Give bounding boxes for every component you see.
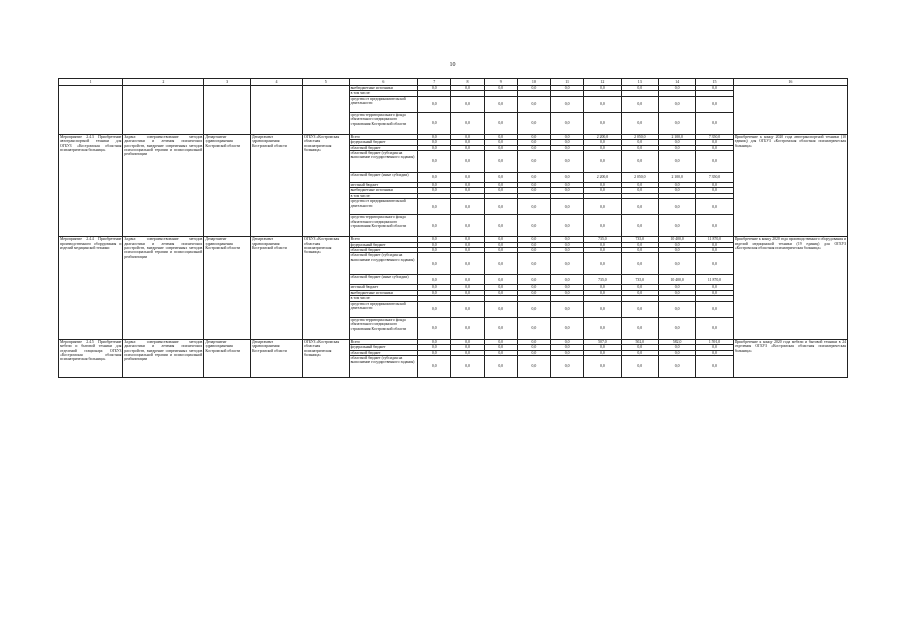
value-cell: 0,0 <box>418 248 451 253</box>
source-cell: внебюджетные источники <box>349 188 418 193</box>
value-cell: 0,0 <box>696 151 733 173</box>
value-cell: 0,0 <box>551 183 584 188</box>
activity-executor: ОГБУЗ «Костромская областная психиатрическая больница» <box>302 237 349 339</box>
value-cell: 0,0 <box>696 188 733 193</box>
value-cell: 0,0 <box>658 350 695 355</box>
value-cell: 0,0 <box>418 253 451 275</box>
source-cell: местный бюджет <box>349 285 418 290</box>
value-cell: 0,0 <box>584 350 621 355</box>
value-cell: 0,0 <box>418 86 451 91</box>
value-cell: 0,0 <box>418 151 451 173</box>
value-cell: 0,0 <box>484 134 517 139</box>
value-cell: 0,0 <box>696 96 733 112</box>
value-cell: 0,0 <box>696 285 733 290</box>
value-cell: 0,0 <box>658 188 695 193</box>
source-cell: средства территориального фонда обязательного медицинского страхования Костромской области <box>349 112 418 134</box>
value-cell: 0,0 <box>451 183 484 188</box>
value-cell: 0,0 <box>517 237 550 242</box>
source-cell: Всего <box>349 237 418 242</box>
value-cell: 0,0 <box>451 199 484 215</box>
value-cell: 7 350,0 <box>696 173 733 183</box>
value-cell: 0,0 <box>418 140 451 145</box>
activity-responsible: Департамент здравоохранения Костромской области <box>251 134 303 236</box>
value-cell: 0,0 <box>584 140 621 145</box>
value-cell: 0,0 <box>451 350 484 355</box>
value-cell: 0,0 <box>584 285 621 290</box>
activity-result: Приобретение к концу 2020 года мебели и бытовой техники в 24 отделения ОГБУЗ «Костромская областная психиатрическая больница» <box>733 339 847 377</box>
budget-table <box>58 78 848 378</box>
value-cell: 0,0 <box>696 145 733 150</box>
activity-result: Приобретение к концу 2020 года производственного оборудования и изделий медицинской техники (19 единиц) для ОГБУЗ «Костромская областная психиатрическая больница» <box>733 237 847 339</box>
value-cell: 0,0 <box>517 242 550 247</box>
value-cell: 0,0 <box>484 96 517 112</box>
value-cell: 0,0 <box>696 345 733 350</box>
value-cell: 0,0 <box>484 112 517 134</box>
column-number: 2 <box>123 79 204 86</box>
value-cell: 0,0 <box>451 140 484 145</box>
value-cell: 0,0 <box>658 345 695 350</box>
value-cell: 0,0 <box>551 345 584 350</box>
value-cell: 7 350,0 <box>696 134 733 139</box>
value-cell: 0,0 <box>551 215 584 237</box>
value-cell: 0,0 <box>584 317 621 339</box>
value-cell: 2 050,0 <box>621 173 658 183</box>
value-cell: 0,0 <box>696 242 733 247</box>
value-cell: 0,0 <box>584 151 621 173</box>
value-cell: 0,0 <box>517 145 550 150</box>
value-cell: 0,0 <box>658 285 695 290</box>
column-number: 8 <box>451 79 484 86</box>
value-cell: 0,0 <box>584 301 621 317</box>
value-cell: 0,0 <box>584 199 621 215</box>
value-cell: 0,0 <box>484 86 517 91</box>
value-cell: 0,0 <box>584 96 621 112</box>
column-number: 1 <box>59 79 123 86</box>
value-cell: 0,0 <box>584 290 621 295</box>
activity-result: Приобретение к концу 2020 года автотранспортной техники (10 единиц) для ОГБУЗ «Костромская областная психиатрическая больница» <box>733 134 847 236</box>
column-number: 10 <box>517 79 550 86</box>
value-cell: 0,0 <box>621 183 658 188</box>
activity-task: Задача: совершенствование методов диагностики и лечения психических расстройств, внедрение современных методов психосоциальной терапии и психосоциальной реабилитации <box>123 339 204 377</box>
value-cell: 2 100,0 <box>658 134 695 139</box>
value-cell: 0,0 <box>551 188 584 193</box>
value-cell: 0,0 <box>484 145 517 150</box>
activity-department: Департамент здравоохранения Костромской области <box>204 339 251 377</box>
value-cell: 0,0 <box>621 345 658 350</box>
source-cell: федеральный бюджет <box>349 345 418 350</box>
value-cell: 0,0 <box>418 275 451 285</box>
empty-cell <box>204 86 251 135</box>
value-cell: 0,0 <box>584 86 621 91</box>
value-cell: 0,0 <box>451 290 484 295</box>
value-cell: 0,0 <box>517 151 550 173</box>
value-cell: 0,0 <box>658 183 695 188</box>
value-cell: 0,0 <box>551 275 584 285</box>
value-cell: 0,0 <box>451 248 484 253</box>
value-cell: 0,0 <box>551 253 584 275</box>
activity-department: Департамент здравоохранения Костромской области <box>204 134 251 236</box>
source-cell: в том числе: <box>349 193 418 198</box>
value-cell: 0,0 <box>484 275 517 285</box>
value-cell: 0,0 <box>696 199 733 215</box>
value-cell: 0,0 <box>658 215 695 237</box>
value-cell: 0,0 <box>551 248 584 253</box>
source-cell: внебюджетные источники <box>349 290 418 295</box>
value-cell: 0,0 <box>517 183 550 188</box>
value-cell: 0,0 <box>517 275 550 285</box>
value-cell: 0,0 <box>484 301 517 317</box>
source-cell: средства территориального фонда обязательного медицинского страхования Костромской области <box>349 215 418 237</box>
column-number: 15 <box>696 79 733 86</box>
value-cell: 0,0 <box>451 301 484 317</box>
empty-cell <box>302 86 349 135</box>
value-cell: 735,0 <box>584 275 621 285</box>
column-number: 11 <box>551 79 584 86</box>
column-number: 9 <box>484 79 517 86</box>
value-cell: 0,0 <box>418 134 451 139</box>
source-cell: областной бюджет (субсидия на выполнение государственного задания) <box>349 355 418 377</box>
value-cell: 0,0 <box>517 339 550 344</box>
value-cell: 0,0 <box>451 339 484 344</box>
value-cell: 0,0 <box>451 96 484 112</box>
value-cell: 0,0 <box>551 350 584 355</box>
value-cell: 0,0 <box>584 345 621 350</box>
source-cell: в том числе: <box>349 296 418 301</box>
column-number: 12 <box>584 79 621 86</box>
value-cell: 0,0 <box>696 350 733 355</box>
value-cell: 0,0 <box>584 253 621 275</box>
value-cell: 0,0 <box>484 339 517 344</box>
value-cell: 0,0 <box>621 242 658 247</box>
value-cell: 0,0 <box>418 112 451 134</box>
value-cell: 0,0 <box>658 96 695 112</box>
activity-executor: ОГБУЗ «Костромская областная психиатрическая больница» <box>302 134 349 236</box>
value-cell: 0,0 <box>517 199 550 215</box>
value-cell: 0,0 <box>484 345 517 350</box>
source-cell: областной бюджет <box>349 350 418 355</box>
source-cell: средства территориального фонда обязательного медицинского страхования Костромской области <box>349 317 418 339</box>
value-cell: 0,0 <box>484 173 517 183</box>
value-cell: 735,0 <box>584 237 621 242</box>
value-cell: 0,0 <box>584 183 621 188</box>
value-cell: 2 200,0 <box>584 173 621 183</box>
value-cell: 0,0 <box>551 112 584 134</box>
value-cell: 0,0 <box>517 290 550 295</box>
activity-name: Мероприятие 2.4.4 Приобретение производственного оборудования и изделий медицинской техники <box>59 237 123 339</box>
source-cell: федеральный бюджет <box>349 242 418 247</box>
value-cell: 0,0 <box>658 151 695 173</box>
value-cell: 0,0 <box>621 290 658 295</box>
value-cell: 0,0 <box>484 248 517 253</box>
column-number: 16 <box>733 79 847 86</box>
value-cell: 0,0 <box>584 145 621 150</box>
value-cell: 0,0 <box>658 199 695 215</box>
value-cell: 0,0 <box>517 248 550 253</box>
value-cell: 0,0 <box>418 345 451 350</box>
empty-cell <box>733 86 847 135</box>
value-cell: 735,0 <box>621 275 658 285</box>
value-cell: 0,0 <box>551 285 584 290</box>
value-cell: 0,0 <box>418 285 451 290</box>
value-cell: 0,0 <box>658 355 695 377</box>
value-cell: 0,0 <box>696 140 733 145</box>
value-cell: 10 400,0 <box>658 275 695 285</box>
value-cell: 0,0 <box>451 86 484 91</box>
value-cell: 0,0 <box>658 112 695 134</box>
value-cell: 2 200,0 <box>584 134 621 139</box>
value-cell: 0,0 <box>658 140 695 145</box>
value-cell: 0,0 <box>484 183 517 188</box>
column-number: 6 <box>349 79 418 86</box>
value-cell: 0,0 <box>696 183 733 188</box>
value-cell: 0,0 <box>621 96 658 112</box>
value-cell: 0,0 <box>551 173 584 183</box>
value-cell: 0,0 <box>451 285 484 290</box>
source-cell: областной бюджет (субсидия на выполнение государственного задания) <box>349 253 418 275</box>
value-cell: 0,0 <box>658 86 695 91</box>
value-cell: 0,0 <box>621 188 658 193</box>
value-cell: 0,0 <box>621 355 658 377</box>
value-cell: 0,0 <box>551 301 584 317</box>
value-cell: 0,0 <box>451 151 484 173</box>
value-cell: 0,0 <box>451 242 484 247</box>
activity-task: Задача: совершенствование методов диагностики и лечения психических расстройств, внедрение современных методов психосоциальной терапии и психосоциальной реабилитации <box>123 237 204 339</box>
column-number: 3 <box>204 79 251 86</box>
value-cell: 0,0 <box>484 350 517 355</box>
value-cell: 0,0 <box>418 188 451 193</box>
value-cell: 0,0 <box>517 86 550 91</box>
value-cell: 0,0 <box>484 237 517 242</box>
value-cell: 0,0 <box>418 355 451 377</box>
value-cell: 0,0 <box>584 188 621 193</box>
value-cell: 0,0 <box>696 317 733 339</box>
activity-responsible: Департамент здравоохранения Костромской области <box>251 339 303 377</box>
value-cell: 0,0 <box>517 96 550 112</box>
value-cell: 0,0 <box>696 86 733 91</box>
value-cell: 0,0 <box>621 86 658 91</box>
source-cell: внебюджетные источники <box>349 86 418 91</box>
empty-cell <box>251 86 303 135</box>
activity-executor: ОГБУЗ «Костромская областная психиатрическая больница» <box>302 339 349 377</box>
value-cell: 0,0 <box>584 215 621 237</box>
value-cell: 0,0 <box>551 317 584 339</box>
value-cell: 0,0 <box>451 275 484 285</box>
value-cell: 0,0 <box>584 355 621 377</box>
value-cell: 0,0 <box>584 248 621 253</box>
value-cell: 0,0 <box>418 173 451 183</box>
value-cell: 0,0 <box>517 140 550 145</box>
value-cell: 582,0 <box>658 339 695 344</box>
value-cell: 0,0 <box>484 151 517 173</box>
activity-task: Задача: совершенствование методов диагностики и лечения психических расстройств, внедрение современных методов психосоциальной терапии и психосоциальной реабилитации <box>123 134 204 236</box>
value-cell: 0,0 <box>517 285 550 290</box>
value-cell: 0,0 <box>451 355 484 377</box>
value-cell: 0,0 <box>584 112 621 134</box>
value-cell: 0,0 <box>517 253 550 275</box>
source-cell: местный бюджет <box>349 183 418 188</box>
value-cell: 0,0 <box>517 188 550 193</box>
source-cell: Всего <box>349 134 418 139</box>
value-cell: 0,0 <box>621 215 658 237</box>
value-cell: 0,0 <box>621 145 658 150</box>
value-cell: 0,0 <box>696 355 733 377</box>
value-cell: 0,0 <box>551 237 584 242</box>
value-cell: 0,0 <box>418 183 451 188</box>
value-cell: 0,0 <box>484 253 517 275</box>
value-cell: 0,0 <box>551 151 584 173</box>
value-cell: 0,0 <box>517 134 550 139</box>
source-cell: областной бюджет <box>349 248 418 253</box>
value-cell: 0,0 <box>451 345 484 350</box>
column-number: 5 <box>302 79 349 86</box>
value-cell: 0,0 <box>451 145 484 150</box>
value-cell: 0,0 <box>418 339 451 344</box>
source-cell: областной бюджет (иные субсидии) <box>349 275 418 285</box>
value-cell: 0,0 <box>484 355 517 377</box>
value-cell: 2 100,0 <box>658 173 695 183</box>
value-cell: 0,0 <box>484 242 517 247</box>
value-cell: 0,0 <box>451 215 484 237</box>
value-cell: 0,0 <box>517 173 550 183</box>
value-cell: 0,0 <box>696 290 733 295</box>
activity-name: Мероприятие 2.4.5 Приобретение мебели и бытовой техники для отделений стационара ОГБУЗ «Костромская областная психиатрическая больница» <box>59 339 123 377</box>
value-cell: 0,0 <box>451 237 484 242</box>
value-cell: 0,0 <box>418 145 451 150</box>
value-cell: 0,0 <box>517 317 550 339</box>
value-cell: 0,0 <box>484 215 517 237</box>
source-cell: Всего <box>349 339 418 344</box>
source-cell: в том числе: <box>349 91 418 96</box>
value-cell: 0,0 <box>451 253 484 275</box>
value-cell: 0,0 <box>696 215 733 237</box>
value-cell: 0,0 <box>658 242 695 247</box>
value-cell: 0,0 <box>551 96 584 112</box>
value-cell: 10 400,0 <box>658 237 695 242</box>
value-cell: 0,0 <box>621 151 658 173</box>
value-cell: 0,0 <box>621 248 658 253</box>
value-cell: 0,0 <box>696 301 733 317</box>
value-cell: 0,0 <box>584 242 621 247</box>
value-cell: 0,0 <box>418 290 451 295</box>
value-cell: 0,0 <box>551 355 584 377</box>
value-cell: 0,0 <box>621 199 658 215</box>
value-cell: 0,0 <box>658 290 695 295</box>
value-cell: 0,0 <box>621 350 658 355</box>
value-cell: 0,0 <box>484 317 517 339</box>
value-cell: 0,0 <box>484 188 517 193</box>
value-cell: 0,0 <box>484 199 517 215</box>
value-cell: 0,0 <box>621 112 658 134</box>
value-cell: 11 870,0 <box>696 275 733 285</box>
value-cell: 2 050,0 <box>621 134 658 139</box>
value-cell: 502,0 <box>621 339 658 344</box>
value-cell: 0,0 <box>451 134 484 139</box>
value-cell: 0,0 <box>696 248 733 253</box>
activity-department: Департамент здравоохранения Костромской области <box>204 237 251 339</box>
value-cell: 735,0 <box>621 237 658 242</box>
value-cell: 0,0 <box>418 317 451 339</box>
source-cell: областной бюджет <box>349 145 418 150</box>
column-number: 7 <box>418 79 451 86</box>
value-cell: 0,0 <box>418 242 451 247</box>
value-cell: 0,0 <box>551 140 584 145</box>
value-cell: 0,0 <box>621 317 658 339</box>
page-number: 10 <box>449 62 456 68</box>
value-cell: 0,0 <box>451 112 484 134</box>
source-cell: средства от предпринимательской деятельности <box>349 301 418 317</box>
value-cell: 0,0 <box>696 253 733 275</box>
value-cell: 0,0 <box>551 242 584 247</box>
value-cell: 0,0 <box>551 86 584 91</box>
value-cell: 0,0 <box>517 345 550 350</box>
value-cell: 0,0 <box>621 285 658 290</box>
value-cell: 0,0 <box>451 173 484 183</box>
value-cell: 507,0 <box>584 339 621 344</box>
activity-responsible: Департамент здравоохранения Костромской области <box>251 237 303 339</box>
column-number: 14 <box>658 79 695 86</box>
value-cell: 0,0 <box>418 199 451 215</box>
source-cell: федеральный бюджет <box>349 140 418 145</box>
column-number-row <box>59 79 848 86</box>
value-cell: 0,0 <box>484 140 517 145</box>
value-cell: 0,0 <box>484 285 517 290</box>
value-cell: 0,0 <box>418 215 451 237</box>
value-cell: 0,0 <box>696 112 733 134</box>
value-cell: 0,0 <box>658 317 695 339</box>
value-cell: 0,0 <box>551 290 584 295</box>
value-cell: 0,0 <box>418 96 451 112</box>
column-number: 13 <box>621 79 658 86</box>
value-cell: 0,0 <box>658 248 695 253</box>
source-cell: средства от предпринимательской деятельности <box>349 199 418 215</box>
value-cell: 0,0 <box>621 253 658 275</box>
value-cell: 0,0 <box>551 339 584 344</box>
value-cell: 0,0 <box>551 199 584 215</box>
value-cell: 0,0 <box>517 112 550 134</box>
source-cell: средства от предпринимательской деятельности <box>349 96 418 112</box>
value-cell: 0,0 <box>517 355 550 377</box>
value-cell: 0,0 <box>517 350 550 355</box>
value-cell: 0,0 <box>484 290 517 295</box>
value-cell: 0,0 <box>451 317 484 339</box>
empty-cell <box>123 86 204 135</box>
value-cell: 0,0 <box>621 301 658 317</box>
value-cell: 0,0 <box>517 215 550 237</box>
value-cell: 0,0 <box>658 301 695 317</box>
value-cell: 0,0 <box>621 140 658 145</box>
value-cell: 0,0 <box>658 145 695 150</box>
source-cell: областной бюджет (иные субсидии) <box>349 173 418 183</box>
source-cell: областной бюджет (субсидия на выполнение государственного задания) <box>349 151 418 173</box>
activity-name: Мероприятие 2.4.3 Приобретение автотранспортной техники для ОГБУЗ «Костромская областная психиатрическая больница» <box>59 134 123 236</box>
value-cell: 0,0 <box>418 237 451 242</box>
value-cell: 0,0 <box>517 301 550 317</box>
empty-cell <box>59 86 123 135</box>
value-cell: 0,0 <box>418 350 451 355</box>
value-cell: 0,0 <box>551 134 584 139</box>
value-cell: 0,0 <box>658 253 695 275</box>
column-number: 4 <box>251 79 303 86</box>
value-cell: 0,0 <box>418 301 451 317</box>
value-cell: 11 870,0 <box>696 237 733 242</box>
value-cell: 0,0 <box>551 145 584 150</box>
value-cell: 0,0 <box>451 188 484 193</box>
value-cell: 1 591,0 <box>696 339 733 344</box>
